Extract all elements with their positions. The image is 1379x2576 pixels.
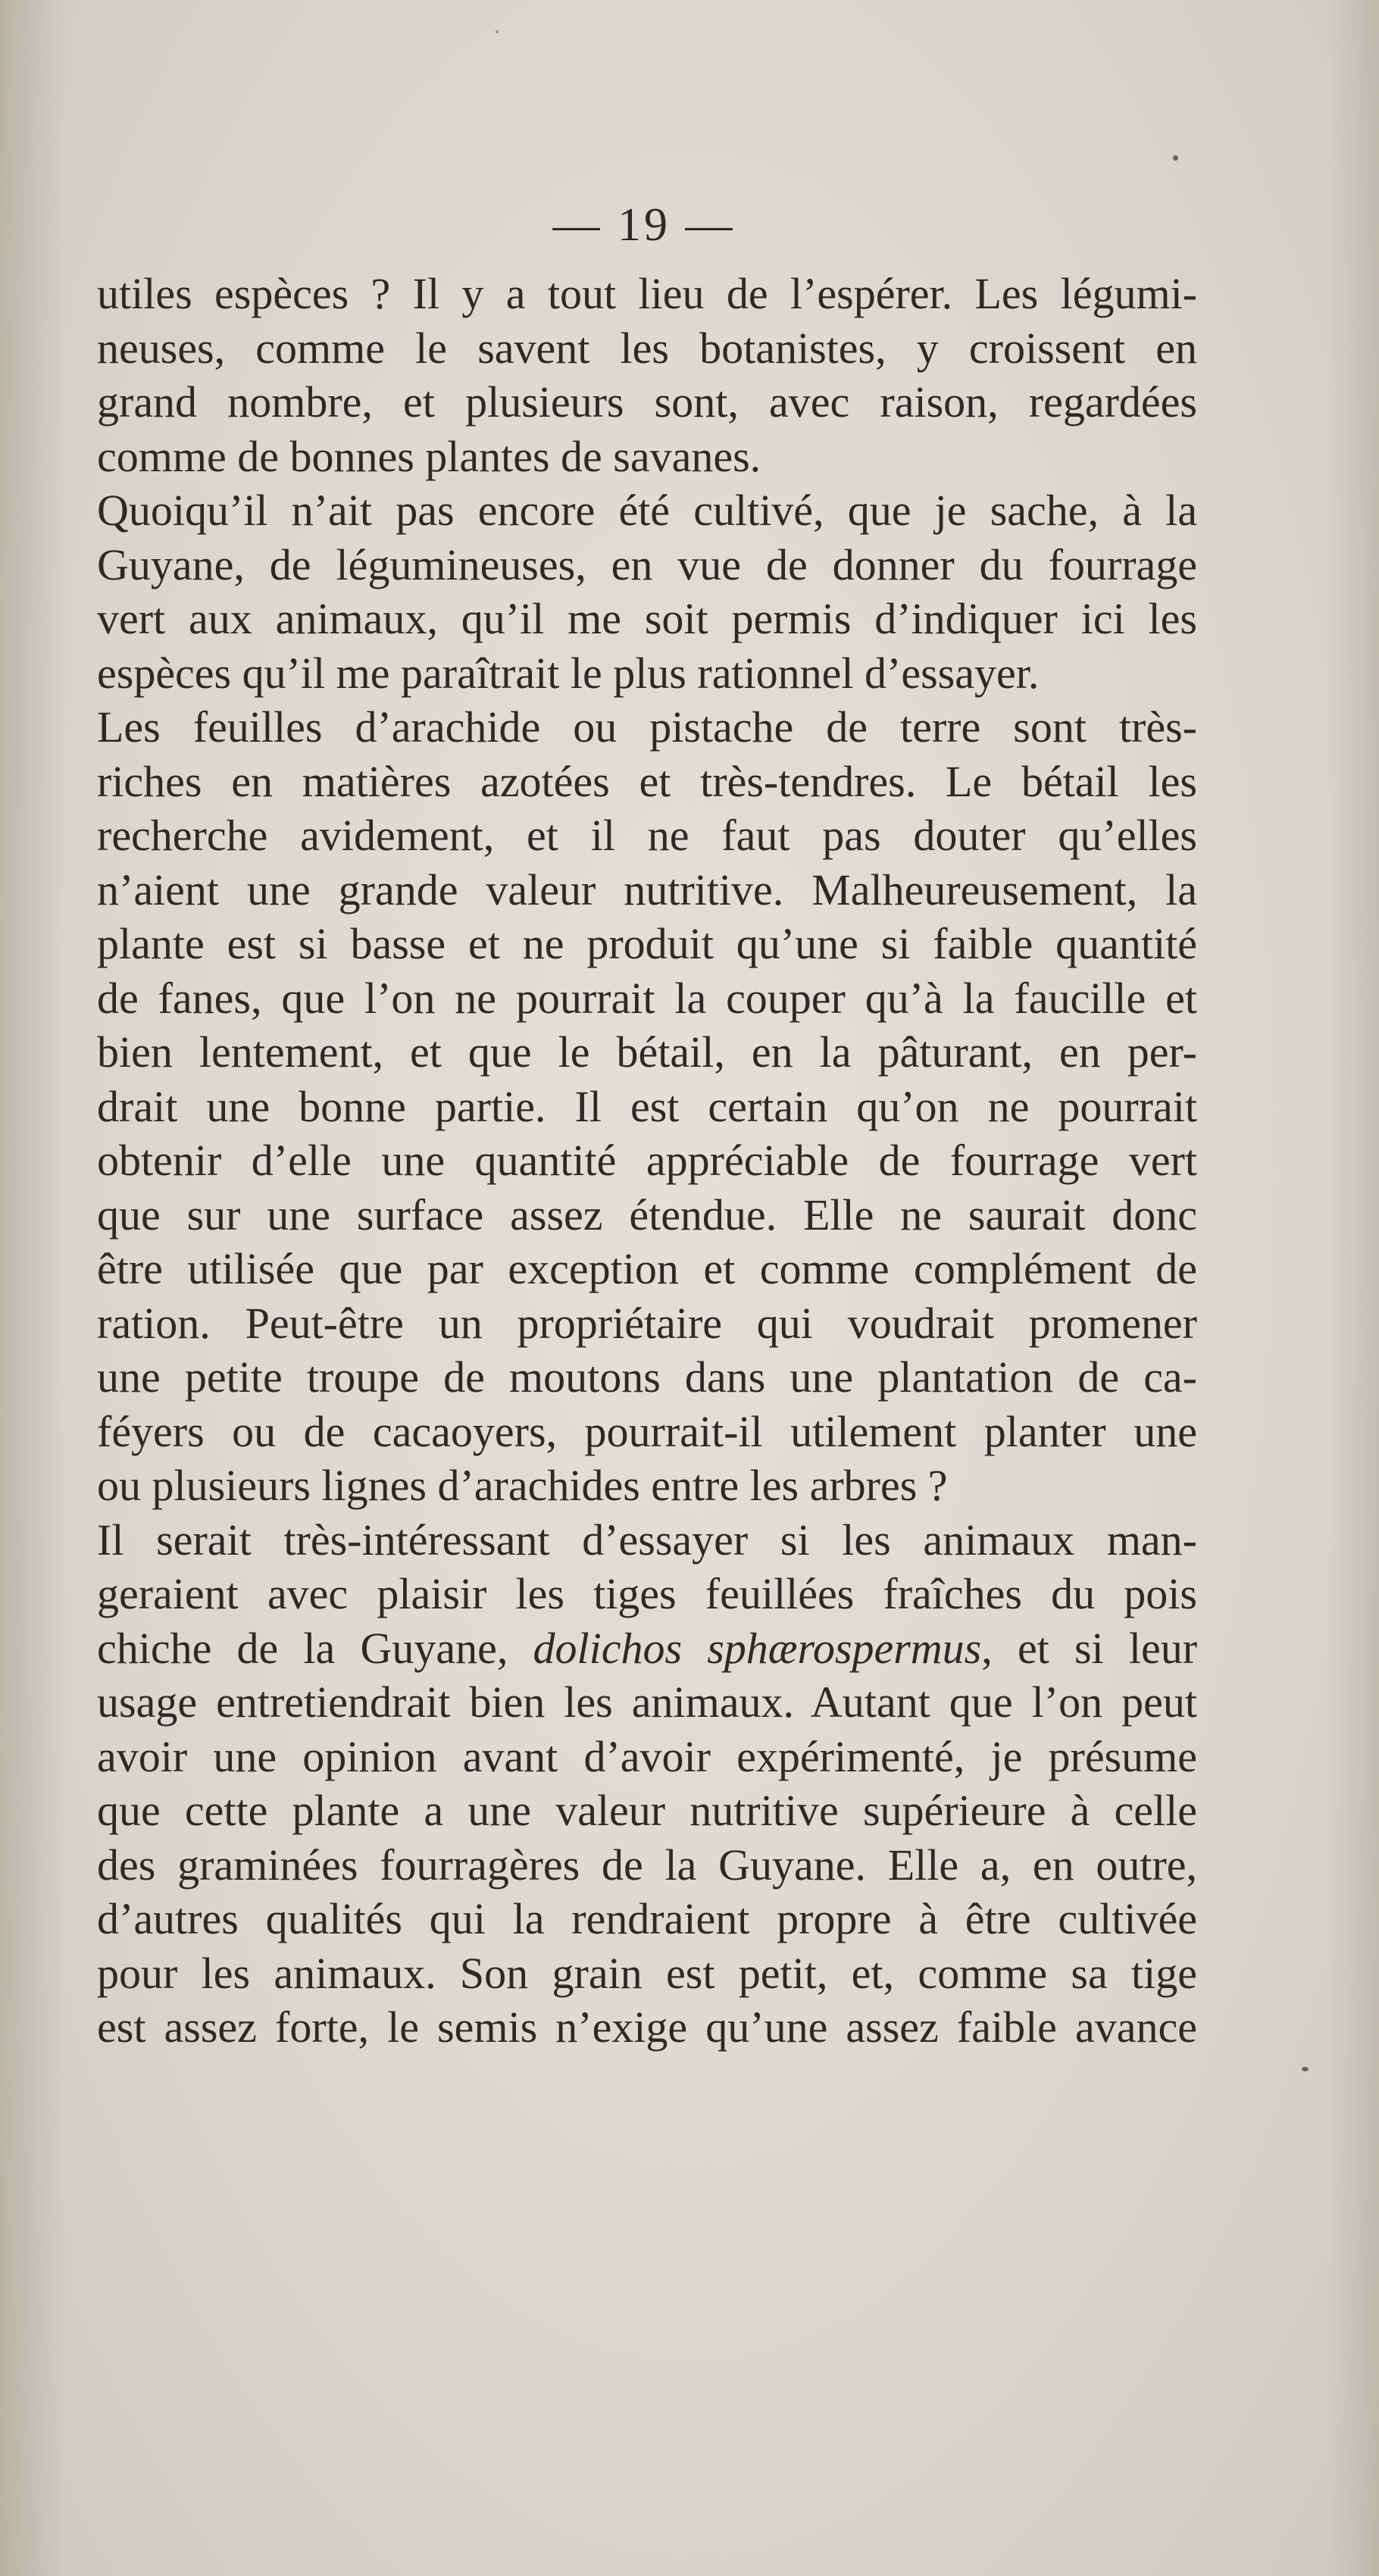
text-line: que sur une surface assez étendue. Elle ne saurait donc xyxy=(97,1190,1197,1240)
species-name-italic: dolichos sphærospermus xyxy=(533,1623,982,1673)
text-line: vert aux animaux, qu’il me soit permis d’indiquer ici les xyxy=(97,594,1197,643)
paragraph-1 xyxy=(97,267,1197,483)
text-line: une petite troupe de moutons dans une plantation de ca- xyxy=(97,1352,1197,1402)
paper-speck xyxy=(1302,2067,1309,2071)
text-line: pour les animaux. Son grain est petit, et, comme sa tige xyxy=(97,1948,1197,1998)
text-line: neuses, comme le savent les botanistes, y croissent en xyxy=(97,323,1197,373)
paper-speck xyxy=(1173,155,1178,161)
text-line: bien lentement, et que le bétail, en la pâturant, en per- xyxy=(97,1027,1197,1077)
text-line: Il serait très-intéressant d’essayer si les animaux man- xyxy=(97,1515,1197,1565)
text-line: n’aient une grande valeur nutritive. Malheureusement, la xyxy=(97,864,1197,914)
paragraph-4 xyxy=(97,1513,1197,2055)
text-line: féyers ou de cacaoyers, pourrait-il utilement planter une xyxy=(97,1406,1197,1456)
text-line: drait une bonne partie. Il est certain qu’on ne pourrait xyxy=(97,1081,1197,1131)
text-segment: , et si leur xyxy=(981,1623,1198,1673)
paragraph-2 xyxy=(97,483,1197,700)
text-line: que cette plante a une valeur nutritive supérieure à celle xyxy=(97,1786,1197,1835)
text-line: riches en matières azotées et très-tendres. Le bétail les xyxy=(97,756,1197,806)
text-segment: chiche de la Guyane, xyxy=(97,1623,533,1673)
text-line: obtenir d’elle une quantité appréciable de fourrage vert xyxy=(97,1136,1197,1185)
page-number: — 19 — xyxy=(552,199,736,251)
text-line: de fanes, que l’on ne pourrait la couper qu’à la faucille et xyxy=(97,973,1197,1023)
page-body xyxy=(97,267,1197,2055)
text-line: Quoiqu’il n’ait pas encore été cultivé, que je sache, à la xyxy=(97,486,1197,535)
text-line: ou plusieurs lignes d’arachides entre les arbres ? xyxy=(97,1461,948,1510)
paper-speck xyxy=(496,30,499,33)
text-line-with-italic xyxy=(97,1621,1197,1676)
text-line: plante est si basse et ne produit qu’une si faible quantité xyxy=(97,919,1197,968)
text-line: grand nombre, et plusieurs sont, avec raison, regardées xyxy=(97,377,1197,427)
text-line: d’autres qualités qui la rendraient propre à être cultivée xyxy=(97,1894,1197,1943)
text-line: des graminées fourragères de la Guyane. Elle a, en outre, xyxy=(97,1840,1197,1890)
text-line: usage entretiendrait bien les animaux. Autant que l’on peut xyxy=(97,1677,1197,1727)
text-line: Les feuilles d’arachide ou pistache de terre sont très- xyxy=(97,702,1197,752)
text-line: ration. Peut-être un propriétaire qui voudrait promener xyxy=(97,1298,1197,1348)
text-line: être utilisée que par exception et comme complément de xyxy=(97,1244,1197,1293)
text-line: recherche avidement, et il ne faut pas douter qu’elles xyxy=(97,811,1197,860)
text-line: avoir une opinion avant d’avoir expérimenté, je présume xyxy=(97,1731,1197,1781)
text-line: utiles espèces ? Il y a tout lieu de l’espérer. Les légumi- xyxy=(97,269,1197,318)
text-line: est assez forte, le semis n’exige qu’une assez faible avance xyxy=(97,2002,1197,2052)
text-line: espèces qu’il me paraîtrait le plus rationnel d’essayer. xyxy=(97,648,1040,698)
text-line: Guyane, de légumineuses, en vue de donner du fourrage xyxy=(97,539,1197,589)
text-line: comme de bonnes plantes de savanes. xyxy=(97,431,761,481)
text-line: geraient avec plaisir les tiges feuillées fraîches du pois xyxy=(97,1569,1197,1618)
paragraph-3 xyxy=(97,700,1197,1513)
